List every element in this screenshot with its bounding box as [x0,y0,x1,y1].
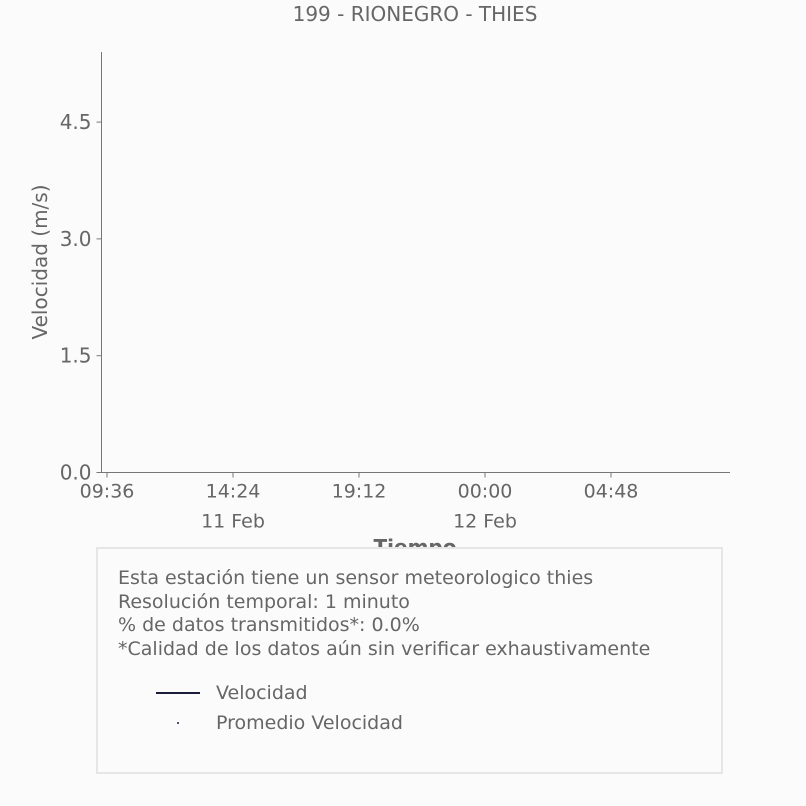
y-tick-label: 4.5 [59,110,92,135]
x-tick-label: 00:00 [457,480,513,503]
legend-box [96,547,723,774]
note-quality: *Calidad de los datos aún sin verificar exhaustivamente [118,637,651,660]
x-tick-label: 04:48 [583,480,639,503]
legend-entry-promedio [156,711,403,735]
legend-label-velocidad: Velocidad [216,682,308,704]
y-tick-label: 1.5 [59,343,92,368]
x-ticks [80,473,639,533]
x-tick-label: 14:24 [205,480,261,503]
note-resolution: Resolución temporal: 1 minuto [118,590,410,613]
x-tick-label: 09:36 [79,480,135,503]
station-notes [118,567,650,661]
x-tick-date-label: 11 Feb [201,510,265,533]
legend-point-swatch [156,711,200,735]
legend-label-promedio: Promedio Velocidad [216,712,403,734]
x-tick-date-label: 12 Feb [453,510,517,533]
y-axis-label: Velocidad (m/s) [28,184,52,340]
y-ticks [60,110,102,484]
note-sensor: Esta estación tiene un sensor meteorologico thies [118,567,594,589]
note-transmitted: % de datos transmitidos*: 0.0% [118,614,420,636]
y-tick-label: 3.0 [59,226,92,251]
legend-entry-velocidad [156,681,308,705]
axes [101,52,730,473]
legend-line-swatch [156,692,200,695]
y-tick-label: 0.0 [59,460,92,485]
chart-title: 199 - RIONEGRO - THIES [292,2,538,26]
x-tick-label: 19:12 [331,480,387,503]
